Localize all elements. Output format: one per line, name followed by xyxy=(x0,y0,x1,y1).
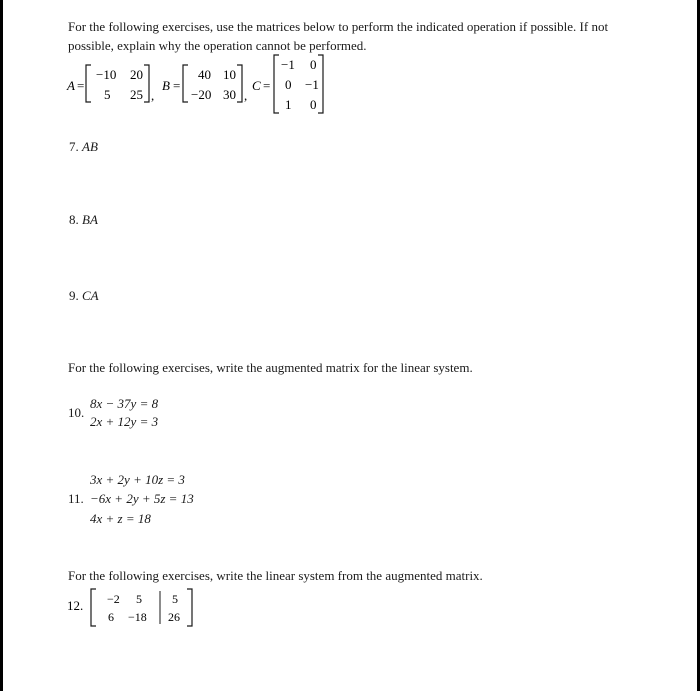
intro-linear-system: For the following exercises, write the linear system from the augmented matrix. xyxy=(68,568,483,583)
matrix-a-r1c1: −10 xyxy=(96,67,117,82)
matrix-c-r1c2: 0 xyxy=(310,57,317,72)
aug-r1c1: −2 xyxy=(107,592,120,606)
aug-right-bracket xyxy=(187,589,192,626)
exercise-11-equation-3: 4x + z = 18 xyxy=(90,511,151,526)
matrix-a-r2c1: 5 xyxy=(104,87,111,102)
matrix-a-r2c2: 25 xyxy=(130,87,143,102)
matrix-c-r1c1: −1 xyxy=(281,57,295,72)
separator-ab: , xyxy=(151,88,155,103)
intro-augmented-matrix: For the following exercises, write the augmented matrix for the linear system. xyxy=(68,360,473,375)
aug-r2c3: 26 xyxy=(168,610,180,624)
matrix-a-eq: = xyxy=(77,78,85,93)
aug-r2c2: −18 xyxy=(128,610,147,624)
exercise-7-number: 7. xyxy=(69,139,79,154)
exercise-10-number: 10. xyxy=(68,405,85,420)
matrices-abc xyxy=(0,50,700,120)
exercise-8-number: 8. xyxy=(69,212,79,227)
intro-line-1: For the following exercises, use the matrices below to perform the indicated operation if possible. If not xyxy=(68,19,609,34)
matrix-b-r1c2: 10 xyxy=(223,67,236,82)
exercise-10-equation-1: 8x − 37y = 8 xyxy=(90,396,159,411)
aug-r1c3: 5 xyxy=(172,592,178,606)
matrix-b-left-bracket xyxy=(183,65,188,102)
matrix-a-left-bracket xyxy=(86,65,91,102)
exercise-10-equation-2: 2x + 12y = 3 xyxy=(90,414,159,429)
matrix-c-r3c1: 1 xyxy=(285,97,292,112)
augmented-matrix-12 xyxy=(60,585,220,630)
matrix-a-right-bracket xyxy=(144,65,149,102)
matrix-c-r3c2: 0 xyxy=(310,97,317,112)
exercise-9-expression: CA xyxy=(82,288,99,303)
exercise-11-number: 11. xyxy=(68,491,84,506)
matrix-a-name: A xyxy=(67,78,75,93)
exercise-11-equation-2: −6x + 2y + 5z = 13 xyxy=(90,491,194,506)
matrix-c-left-bracket xyxy=(274,55,279,113)
aug-r2c1: 6 xyxy=(108,610,114,624)
matrix-b-r2c1: −20 xyxy=(191,87,212,102)
matrix-b-r1c1: 40 xyxy=(198,67,211,82)
exercise-12-number: 12. xyxy=(67,598,84,613)
aug-r1c2: 5 xyxy=(136,592,142,606)
separator-bc: , xyxy=(244,88,248,103)
intro-line-2: possible, explain why the operation cannot be performed. xyxy=(68,38,367,53)
matrix-b-right-bracket xyxy=(237,65,242,102)
matrix-c-r2c2: −1 xyxy=(305,77,319,92)
exercise-7 xyxy=(69,137,98,156)
exercise-9 xyxy=(69,286,99,305)
matrix-c-eq: = xyxy=(263,78,271,93)
aug-left-bracket xyxy=(91,589,96,626)
exercise-8 xyxy=(69,210,98,229)
matrix-b-name: B xyxy=(162,78,170,93)
matrix-c-name: C xyxy=(252,78,261,93)
exercise-11-equation-1: 3x + 2y + 10z = 3 xyxy=(90,472,185,487)
exercise-9-number: 9. xyxy=(69,288,79,303)
exercise-8-expression: BA xyxy=(82,212,98,227)
exercise-7-expression: AB xyxy=(82,139,98,154)
matrix-c-r2c1: 0 xyxy=(285,77,292,92)
matrix-a-r1c2: 20 xyxy=(130,67,143,82)
matrix-b-eq: = xyxy=(173,78,181,93)
matrix-b-r2c2: 30 xyxy=(223,87,236,102)
